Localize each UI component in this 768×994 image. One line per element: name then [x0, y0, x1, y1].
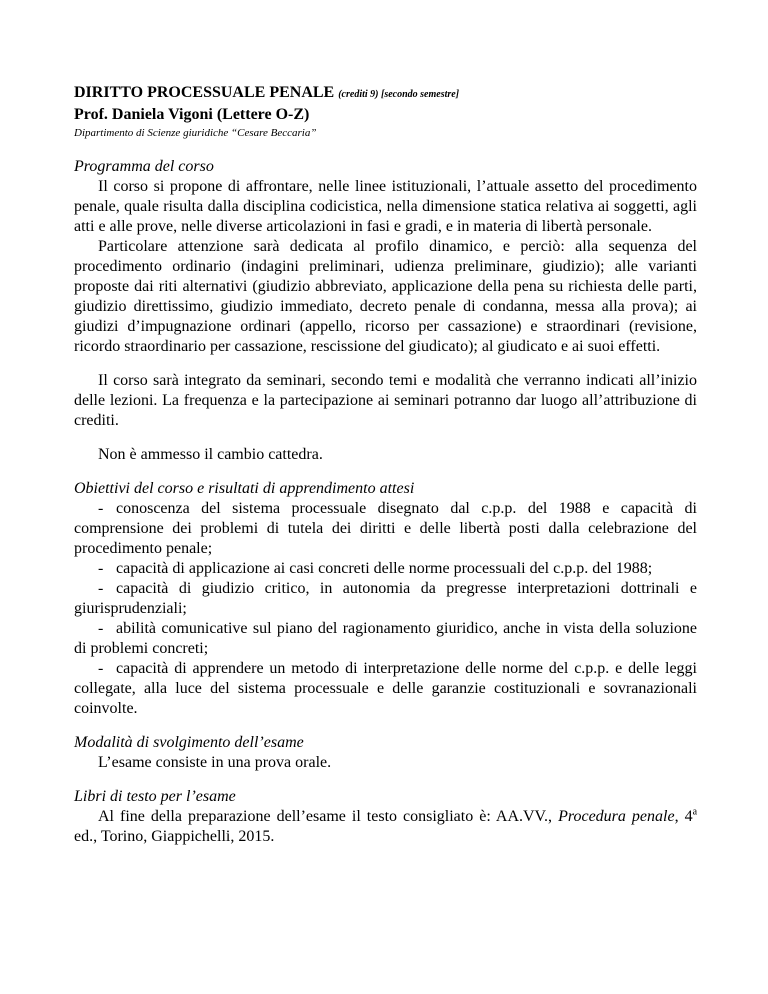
- programma-paragraph-4: Non è ammesso il cambio cattedra.: [98, 446, 323, 463]
- programma-paragraph-3: Il corso sarà integrato da seminari, secondo temi e modalità che verranno indicati all’inizio delle lezioni. La frequenza e la partecipazione ai seminari potranno dar luogo all’attribuzione di crediti.: [74, 372, 697, 429]
- libri-text-after: ed., Torino, Giappichelli, 2015.: [74, 828, 275, 845]
- professor-line: Prof. Daniela Vigoni (Lettere O-Z): [74, 106, 310, 123]
- list-dash: -: [98, 660, 104, 677]
- list-dash: -: [98, 620, 104, 637]
- list-item: [74, 559, 697, 579]
- programma-heading: Programma del corso: [74, 158, 214, 175]
- esame-heading: Modalità di svolgimento dell’esame: [74, 734, 304, 751]
- list-dash: -: [98, 500, 104, 517]
- document-page: [74, 83, 697, 847]
- course-note: (crediti 9) [secondo semestre]: [338, 89, 460, 100]
- course-title: DIRITTO PROCESSUALE PENALE: [74, 84, 335, 101]
- esame-text: L’esame consiste in una prova orale.: [98, 754, 332, 771]
- course-title-line: [74, 83, 697, 105]
- list-item-text: capacità di apprendere un metodo di interpretazione delle norme del c.p.p. e delle leggi collegate, alla luce del sistema processuale e delle garanzie costituzionali e sovranazionali coinvolte.: [74, 660, 697, 717]
- list-dash: -: [98, 560, 104, 577]
- edition-superscript: a: [692, 806, 698, 818]
- libri-text-before: Al fine della preparazione dell’esame il testo consigliato è: AA.VV.,: [98, 808, 559, 825]
- list-item-text: capacità di applicazione ai casi concreti delle norme processuali del c.p.p. del 1988;: [116, 560, 653, 577]
- book-title: Procedura penale: [558, 808, 675, 825]
- libri-text: [74, 807, 697, 847]
- list-item: [74, 659, 697, 719]
- programma-paragraph-2: Particolare attenzione sarà dedicata al profilo dinamico, e perciò: alla sequenza del procedimento ordinario (indagini preliminari, udienza preliminare, giudizio); alle varianti proposte dai riti alternativi (giudizio abbreviato, applicazione della pena su richiesta delle parti, giudizio direttissimo, giudizio immediato, decreto penale di condanna, messa alla prova); ai giudizi d’impugnazione ordinari (appello, ricorso per cassazione) e straordinari (revisione, ricordo straordinario per cassazione, rescissione del giudicato); al giudicato e ai suoi effetti.: [74, 238, 697, 355]
- list-item: [74, 579, 697, 619]
- obiettivi-heading: Obiettivi del corso e risultati di apprendimento attesi: [74, 480, 415, 497]
- department-line: Dipartimento di Scienze giuridiche “Cesare Beccaria”: [74, 127, 317, 139]
- list-item: [74, 619, 697, 659]
- list-item: [74, 499, 697, 559]
- edition-number: , 4: [674, 808, 693, 825]
- libri-heading: Libri di testo per l’esame: [74, 788, 236, 805]
- list-item-text: abilità comunicative sul piano del ragionamento giuridico, anche in vista della soluzione di problemi concreti;: [74, 620, 697, 657]
- list-dash: -: [98, 580, 104, 597]
- list-item-text: conoscenza del sistema processuale disegnato dal c.p.p. del 1988 e capacità di comprensione dei problemi di tutela dei diritti e delle libertà posti dalla celebrazione del procedimento penale;: [74, 500, 697, 557]
- programma-paragraph-1: Il corso si propone di affrontare, nelle linee istituzionali, l’attuale assetto del procedimento penale, quale risulta dalla disciplina codicistica, nella dimensione statica relativa ai soggetti, agli atti e alle prove, nelle diverse articolazioni in fasi e gradi, e in materia di libertà personale.: [74, 178, 697, 235]
- list-item-text: capacità di giudizio critico, in autonomia da pregresse interpretazioni dottrinali e giurisprudenziali;: [74, 580, 697, 617]
